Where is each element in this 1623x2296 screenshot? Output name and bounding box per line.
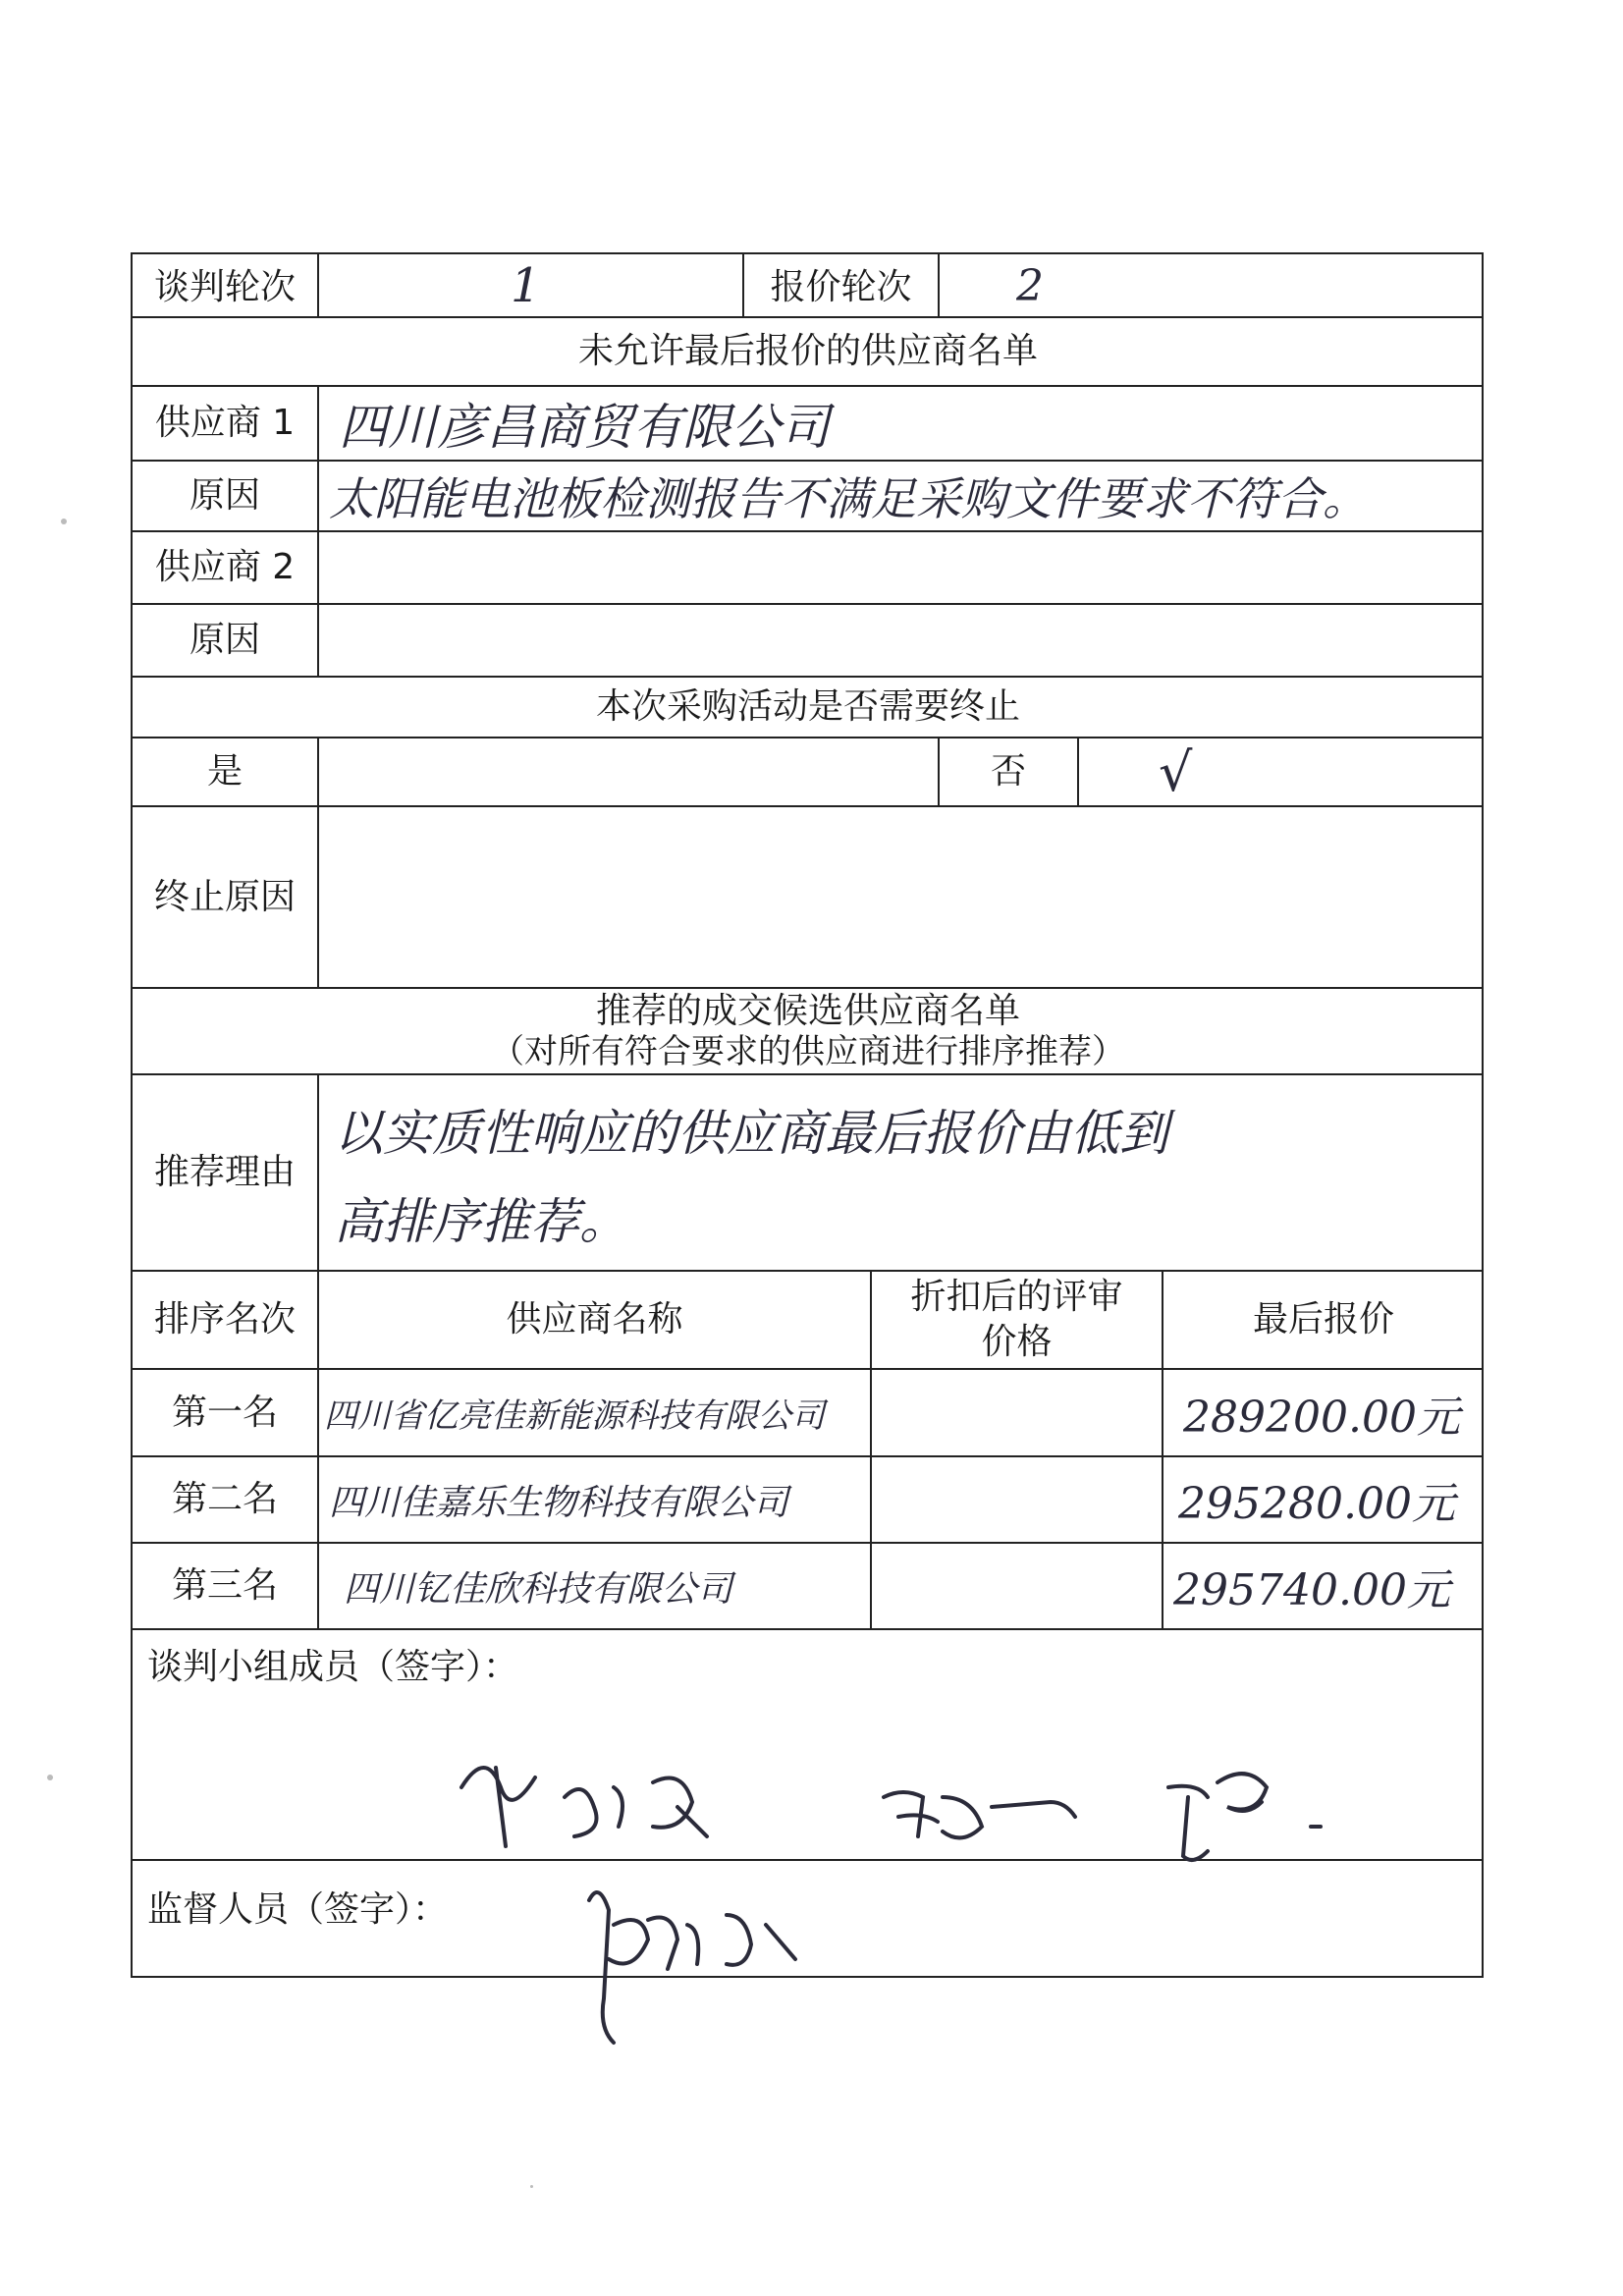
reason2-label: 原因 [189, 620, 260, 661]
table-row-supplier: 四川省亿亮佳新能源科技有限公司 [324, 1396, 825, 1436]
rank-header: 排序名次 [153, 1299, 296, 1340]
recommend-title: 推荐的成交候选供应商名单 [595, 991, 1020, 1032]
supplier1-value: 四川彦昌商贸有限公司 [339, 399, 830, 456]
quote-round-value: 2 [1016, 260, 1044, 311]
recommend-subtitle: （对所有符合要求的供应商进行排序推荐） [491, 1031, 1125, 1071]
table-row-rank: 第一名 [171, 1392, 278, 1433]
table-row-price: 295280.00元 [1178, 1479, 1455, 1529]
panel-members-label: 谈判小组成员（签字）： [147, 1647, 519, 1688]
not-allowed-title: 未允许最后报价的供应商名单 [577, 331, 1038, 372]
round-label: 谈判轮次 [153, 267, 296, 308]
supplier2-label: 供应商 2 [154, 547, 296, 588]
recommend-reason-label: 推荐理由 [153, 1152, 296, 1193]
table-row-price: 289200.00元 [1183, 1392, 1460, 1443]
supplier-name-header: 供应商名称 [506, 1299, 683, 1340]
supervisor-label: 监督人员（签字）： [147, 1889, 449, 1931]
no-value: √ [1159, 740, 1193, 803]
round-value: 1 [511, 258, 541, 313]
yes-label: 是 [206, 751, 243, 793]
final-price-header: 最后报价 [1252, 1299, 1394, 1340]
terminate-title: 本次采购活动是否需要终止 [595, 686, 1020, 728]
table-row-supplier: 四川佳嘉乐生物科技有限公司 [329, 1482, 789, 1523]
discount-header-line2: 价格 [981, 1322, 1053, 1363]
table-row-discount [874, 1370, 1159, 1455]
table-row-rank: 第三名 [171, 1565, 278, 1607]
quote-round-label: 报价轮次 [770, 267, 912, 308]
discount-header-line1: 折扣后的评审 [910, 1277, 1123, 1318]
table-row-supplier: 四川钇佳欣科技有限公司 [344, 1568, 733, 1610]
reason1-value: 太阳能电池板检测报告不满足采购文件要求不符合。 [329, 472, 1368, 525]
reason1-label: 原因 [189, 475, 260, 517]
no-label: 否 [990, 751, 1026, 793]
reason2-value [339, 605, 1468, 676]
table-row-price: 295740.00元 [1173, 1565, 1450, 1615]
recommend-reason-line1: 以实质性响应的供应商最后报价由低到 [334, 1105, 1168, 1162]
table-row-rank: 第二名 [171, 1479, 278, 1520]
table-row-discount [874, 1457, 1159, 1542]
supplier2-value [339, 532, 1468, 603]
terminate-reason-label: 终止原因 [153, 876, 296, 917]
supplier1-label: 供应商 1 [154, 403, 296, 444]
table-row-discount [874, 1544, 1159, 1628]
terminate-reason-value [339, 807, 1468, 987]
recommend-reason-line2: 高排序推荐。 [334, 1193, 628, 1250]
yes-value [339, 738, 928, 805]
